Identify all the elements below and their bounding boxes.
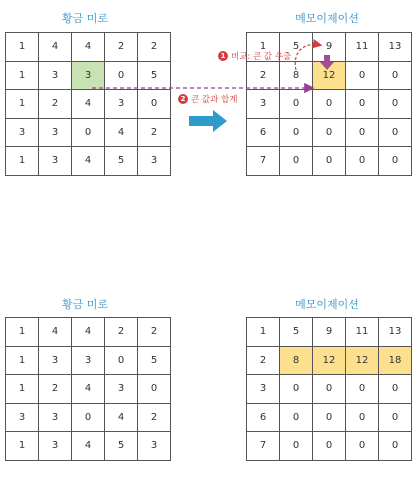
grid-cell: 3	[105, 90, 138, 119]
grid-cell: 2	[138, 118, 171, 147]
grid-cell: 7	[247, 147, 280, 176]
grid-cell: 4	[105, 118, 138, 147]
grid-cell: 3	[138, 147, 171, 176]
grid-row	[247, 61, 412, 90]
grid-cell: 1	[6, 375, 39, 404]
grid-cell: 2	[105, 318, 138, 347]
grid-cell: 0	[313, 403, 346, 432]
grid-cell: 8	[280, 61, 313, 90]
grid-cell: 0	[280, 147, 313, 176]
grid-row	[247, 346, 412, 375]
bottom-maze-grid	[5, 317, 171, 461]
grid-cell: 3	[39, 147, 72, 176]
grid-cell: 3	[138, 432, 171, 461]
grid-cell: 5	[280, 318, 313, 347]
grid-row	[247, 90, 412, 119]
grid-cell: 2	[247, 61, 280, 90]
grid-cell: 3	[247, 375, 280, 404]
grid-cell: 1	[247, 318, 280, 347]
grid-cell: 0	[105, 346, 138, 375]
bottom-maze-title: 황금 미로	[61, 298, 108, 311]
grid-cell: 4	[72, 432, 105, 461]
grid-cell: 3	[247, 90, 280, 119]
grid-cell: 12	[313, 61, 346, 90]
grid-cell: 0	[72, 118, 105, 147]
grid-cell: 0	[280, 90, 313, 119]
grid-cell: 2	[138, 318, 171, 347]
grid-row	[247, 118, 412, 147]
grid-cell: 3	[39, 346, 72, 375]
grid-cell: 11	[346, 33, 379, 62]
grid-cell: 0	[313, 118, 346, 147]
grid-row	[6, 118, 171, 147]
grid-cell: 6	[247, 403, 280, 432]
grid-cell: 2	[138, 33, 171, 62]
grid-cell: 1	[6, 432, 39, 461]
grid-cell: 0	[313, 375, 346, 404]
top-maze-title: 황금 미로	[61, 12, 108, 25]
grid-row	[6, 147, 171, 176]
badge-one: 1	[218, 51, 228, 61]
grid-cell: 0	[346, 375, 379, 404]
grid-cell: 3	[6, 118, 39, 147]
grid-cell: 18	[379, 346, 412, 375]
grid-cell: 0	[346, 90, 379, 119]
grid-cell: 2	[247, 346, 280, 375]
grid-cell: 0	[346, 61, 379, 90]
callout-sum	[178, 93, 237, 105]
grid-cell: 4	[72, 318, 105, 347]
grid-row	[6, 375, 171, 404]
grid-cell: 2	[105, 33, 138, 62]
grid-cell: 3	[72, 346, 105, 375]
grid-cell: 1	[6, 318, 39, 347]
callout-sum-text: 큰 값과 합계	[191, 95, 238, 105]
grid-cell: 3	[39, 61, 72, 90]
grid-row	[247, 147, 412, 176]
grid-cell: 0	[138, 375, 171, 404]
grid-cell: 13	[379, 33, 412, 62]
grid-cell: 4	[105, 403, 138, 432]
right-arrow-icon	[189, 109, 229, 133]
grid-cell: 0	[72, 403, 105, 432]
grid-cell: 0	[280, 375, 313, 404]
grid-cell: 7	[247, 432, 280, 461]
grid-cell: 5	[105, 432, 138, 461]
grid-cell: 3	[39, 432, 72, 461]
grid-cell: 2	[39, 375, 72, 404]
grid-cell: 13	[379, 318, 412, 347]
grid-row	[6, 403, 171, 432]
grid-cell: 0	[138, 90, 171, 119]
grid-cell: 0	[346, 432, 379, 461]
grid-cell: 0	[105, 61, 138, 90]
bottom-memo-grid	[246, 317, 412, 461]
grid-cell: 2	[138, 403, 171, 432]
grid-cell: 0	[379, 118, 412, 147]
grid-cell: 4	[72, 147, 105, 176]
grid-cell: 0	[313, 147, 346, 176]
grid-row	[247, 403, 412, 432]
grid-cell: 8	[280, 346, 313, 375]
grid-row	[6, 33, 171, 62]
grid-cell: 6	[247, 118, 280, 147]
callout-compare	[218, 50, 291, 62]
top-memo-title: 메모이제이션	[295, 12, 359, 25]
grid-cell: 0	[379, 147, 412, 176]
grid-cell: 0	[379, 375, 412, 404]
grid-cell: 0	[379, 403, 412, 432]
grid-row	[6, 346, 171, 375]
badge-two: 2	[178, 94, 188, 104]
grid-cell: 1	[6, 33, 39, 62]
grid-cell: 0	[280, 403, 313, 432]
grid-cell: 1	[6, 147, 39, 176]
grid-cell: 12	[313, 346, 346, 375]
grid-cell: 4	[39, 33, 72, 62]
grid-cell: 4	[72, 33, 105, 62]
grid-cell: 9	[313, 318, 346, 347]
grid-cell: 1	[247, 33, 280, 62]
grid-cell: 0	[346, 147, 379, 176]
grid-cell: 0	[379, 432, 412, 461]
bottom-memo-title: 메모이제이션	[295, 298, 359, 311]
grid-cell: 0	[313, 90, 346, 119]
grid-cell: 3	[105, 375, 138, 404]
grid-cell: 9	[313, 33, 346, 62]
grid-cell: 5	[280, 33, 313, 62]
grid-cell: 0	[346, 118, 379, 147]
callout-compare-text: 비교: 큰 값 추출	[231, 52, 292, 62]
grid-row	[6, 432, 171, 461]
grid-cell: 5	[105, 147, 138, 176]
top-maze-grid	[5, 32, 171, 176]
grid-cell: 0	[346, 403, 379, 432]
grid-cell: 0	[280, 118, 313, 147]
grid-cell: 1	[6, 346, 39, 375]
grid-cell: 0	[313, 432, 346, 461]
grid-cell: 5	[138, 346, 171, 375]
grid-row	[6, 61, 171, 90]
grid-cell: 11	[346, 318, 379, 347]
grid-row	[6, 318, 171, 347]
grid-cell: 3	[39, 118, 72, 147]
grid-cell: 0	[280, 432, 313, 461]
grid-row	[6, 90, 171, 119]
grid-cell: 4	[39, 318, 72, 347]
grid-cell: 12	[346, 346, 379, 375]
grid-cell: 4	[72, 375, 105, 404]
grid-cell: 3	[39, 403, 72, 432]
grid-cell: 0	[379, 61, 412, 90]
grid-cell: 5	[138, 61, 171, 90]
grid-cell: 3	[72, 61, 105, 90]
grid-cell: 2	[39, 90, 72, 119]
grid-row	[247, 318, 412, 347]
grid-row	[247, 375, 412, 404]
grid-row	[247, 432, 412, 461]
grid-cell: 1	[6, 90, 39, 119]
grid-cell: 0	[379, 90, 412, 119]
grid-cell: 1	[6, 61, 39, 90]
grid-cell: 4	[72, 90, 105, 119]
grid-cell: 3	[6, 403, 39, 432]
